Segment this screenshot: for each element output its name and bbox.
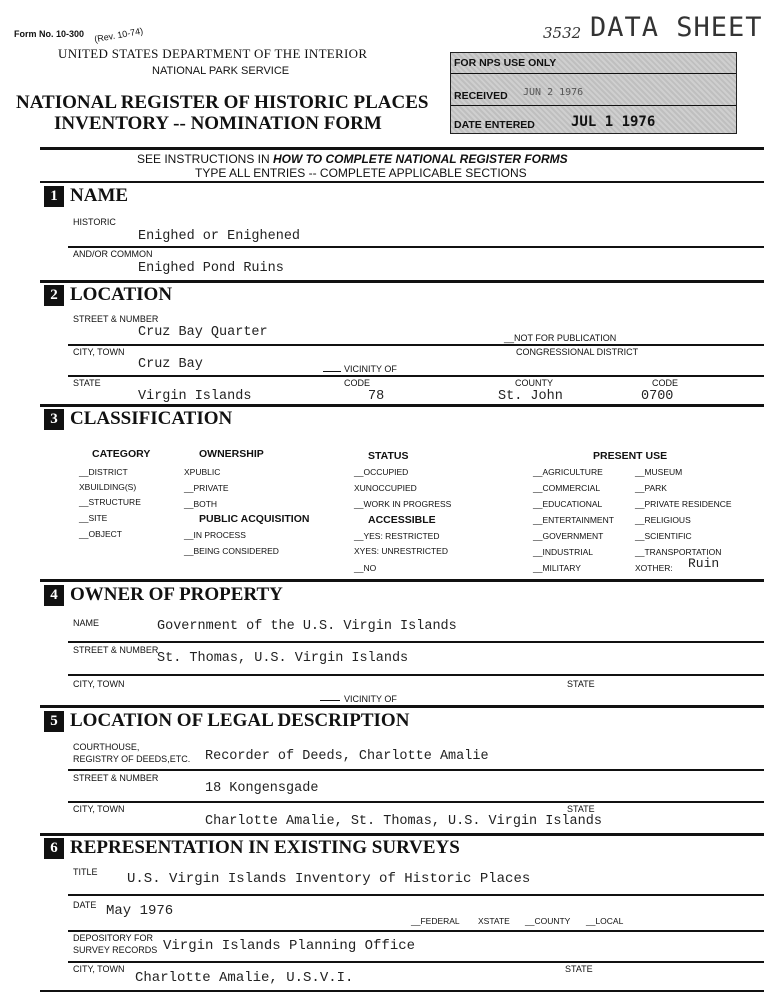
common-label: AND/OR COMMON	[73, 249, 153, 259]
registry-label: REGISTRY OF DEEDS,ETC.	[73, 754, 191, 764]
survey-title-label: TITLE	[73, 867, 98, 877]
category-heading: CATEGORY	[92, 448, 151, 460]
present-use-option[interactable]: XOTHER:	[635, 563, 673, 573]
congressional-district-label: CONGRESSIONAL DISTRICT	[516, 347, 639, 357]
received-label: RECEIVED	[454, 90, 508, 102]
present-use-option[interactable]: __EDUCATIONAL	[533, 499, 603, 509]
present-use-option[interactable]: __MUSEUM	[635, 467, 683, 477]
instructions-reference: HOW TO COMPLETE NATIONAL REGISTER FORMS	[273, 152, 568, 166]
status-heading: STATUS	[368, 450, 409, 462]
county-code-label: CODE	[652, 378, 679, 388]
present-use-option[interactable]: __COMMERCIAL	[533, 483, 601, 493]
date-entered-label: DATE ENTERED	[454, 119, 535, 131]
ownership-heading: OWNERSHIP	[199, 448, 264, 460]
owner-name-label: NAME	[73, 618, 100, 628]
handwritten-number: 3532	[543, 24, 582, 42]
present-use-option[interactable]: __TRANSPORTATION	[635, 547, 722, 557]
legal-state-label: STATE	[567, 804, 595, 814]
owner-vicinity-label: VICINITY OF	[344, 694, 397, 704]
category-option[interactable]: XBUILDING(S)	[79, 482, 137, 492]
survey-records-label: SURVEY RECORDS	[73, 945, 158, 955]
section-number-6: 6	[44, 838, 64, 859]
owner-street-label: STREET & NUMBER	[73, 645, 159, 655]
service-name: NATIONAL PARK SERVICE	[152, 65, 290, 77]
survey-city-value: Charlotte Amalie, U.S.V.I.	[135, 970, 354, 986]
section-title-location: LOCATION	[70, 284, 173, 305]
accessible-option[interactable]: __YES: RESTRICTED	[354, 531, 440, 541]
present-use-heading: PRESENT USE	[593, 450, 668, 462]
owner-street-value: St. Thomas, U.S. Virgin Islands	[157, 651, 409, 666]
category-option[interactable]: __STRUCTURE	[79, 497, 141, 507]
legal-city-label: CITY, TOWN	[73, 804, 125, 814]
category-option[interactable]: __OBJECT	[79, 529, 122, 539]
survey-local-option[interactable]: __LOCAL	[586, 916, 624, 926]
survey-state-option[interactable]: XSTATE	[478, 916, 510, 926]
acquisition-option[interactable]: __IN PROCESS	[184, 530, 246, 540]
county-value: St. John	[498, 389, 563, 404]
present-use-option[interactable]: __PARK	[635, 483, 667, 493]
state-code-value: 78	[368, 389, 385, 404]
survey-federal-option[interactable]: __FEDERAL	[411, 916, 460, 926]
owner-city-label: CITY, TOWN	[73, 679, 125, 689]
courthouse-label: COURTHOUSE,	[73, 742, 140, 752]
present-use-option[interactable]: __SCIENTIFIC	[635, 531, 692, 541]
accessible-heading: ACCESSIBLE	[368, 514, 436, 526]
status-option[interactable]: __OCCUPIED	[354, 467, 409, 477]
state-value: Virgin Islands	[138, 389, 252, 404]
category-option[interactable]: __SITE	[79, 513, 108, 523]
present-use-option[interactable]: __ENTERTAINMENT	[533, 515, 614, 525]
historic-value: Enighed or Enighened	[138, 229, 301, 244]
ownership-option[interactable]: XPUBLIC	[184, 467, 221, 477]
county-label: COUNTY	[515, 378, 553, 388]
code-label: CODE	[344, 378, 371, 388]
department-name: UNITED STATES DEPARTMENT OF THE INTERIOR	[58, 46, 368, 61]
survey-date-label: DATE	[73, 900, 97, 910]
instructions-prefix: SEE INSTRUCTIONS IN	[137, 152, 274, 166]
section-title-owner: OWNER OF PROPERTY	[70, 584, 283, 605]
form-title-line2: INVENTORY -- NOMINATION FORM	[54, 113, 382, 134]
received-stamp: JUN 2 1976	[523, 87, 584, 98]
present-use-option[interactable]: __AGRICULTURE	[533, 467, 603, 477]
survey-city-label: CITY, TOWN	[73, 964, 125, 974]
other-use-value: Ruin	[688, 556, 720, 571]
present-use-option[interactable]: __INDUSTRIAL	[533, 547, 593, 557]
form-number: Form No. 10-300	[14, 29, 85, 39]
accessible-option[interactable]: XYES: UNRESTRICTED	[354, 546, 448, 556]
section-number-2: 2	[44, 285, 64, 306]
present-use-option[interactable]: __MILITARY	[533, 563, 581, 573]
not-for-publication: __NOT FOR PUBLICATION	[504, 333, 617, 343]
instructions-line1	[137, 152, 568, 166]
legal-street-value: 18 Kongensgade	[205, 781, 319, 796]
section-number-5: 5	[44, 711, 64, 732]
present-use-option[interactable]: __RELIGIOUS	[635, 515, 691, 525]
form-title-line1: NATIONAL REGISTER OF HISTORIC PLACES	[16, 92, 429, 113]
street-label: STREET & NUMBER	[73, 314, 159, 324]
data-sheet-stamp: DATA SHEET	[590, 12, 763, 43]
category-option[interactable]: __DISTRICT	[79, 467, 128, 477]
street-value: Cruz Bay Quarter	[138, 325, 268, 340]
section-title-surveys: REPRESENTATION IN EXISTING SURVEYS	[70, 837, 460, 858]
present-use-option[interactable]: __PRIVATE RESIDENCE	[635, 499, 732, 509]
status-option[interactable]: __WORK IN PROGRESS	[354, 499, 452, 509]
section-title-legal-description: LOCATION OF LEGAL DESCRIPTION	[70, 710, 410, 731]
state-label: STATE	[73, 378, 101, 388]
nps-use-box	[450, 52, 737, 134]
section-title-classification: CLASSIFICATION	[70, 408, 233, 429]
section-title-name: NAME	[70, 185, 129, 206]
common-value: Enighed Pond Ruins	[138, 261, 284, 276]
instructions-line2: TYPE ALL ENTRIES -- COMPLETE APPLICABLE SECTIONS	[195, 166, 527, 180]
survey-date-value: May 1976	[106, 903, 174, 919]
legal-street-label: STREET & NUMBER	[73, 773, 159, 783]
survey-state-label: STATE	[565, 964, 593, 974]
courthouse-value: Recorder of Deeds, Charlotte Amalie	[205, 749, 489, 764]
survey-county-option[interactable]: __COUNTY	[525, 916, 571, 926]
nps-box-header: FOR NPS USE ONLY	[454, 57, 557, 69]
section-number-4: 4	[44, 585, 64, 606]
present-use-option[interactable]: __GOVERNMENT	[533, 531, 604, 541]
historic-label: HISTORIC	[73, 217, 116, 227]
section-number-3: 3	[44, 409, 64, 430]
city-label: CITY, TOWN	[73, 347, 125, 357]
section-number-1: 1	[44, 186, 64, 207]
county-code-value: 0700	[641, 389, 674, 404]
acquisition-option[interactable]: __BEING CONSIDERED	[184, 546, 279, 556]
date-entered-stamp: JUL 1 1976	[571, 114, 656, 130]
depository-value: Virgin Islands Planning Office	[163, 938, 416, 954]
owner-state-label: STATE	[567, 679, 595, 689]
form-revision: (Rev. 10-74)	[93, 25, 144, 45]
owner-name-value: Government of the U.S. Virgin Islands	[157, 619, 457, 634]
legal-city-value: Charlotte Amalie, St. Thomas, U.S. Virgin Islands	[205, 814, 602, 829]
city-value: Cruz Bay	[138, 357, 203, 372]
accessible-option[interactable]: __NO	[354, 563, 377, 573]
ownership-option[interactable]: __PRIVATE	[184, 483, 229, 493]
survey-title-value: U.S. Virgin Islands Inventory of Historic Places	[127, 871, 531, 887]
public-acquisition-heading: PUBLIC ACQUISITION	[199, 513, 310, 525]
status-option[interactable]: XUNOCCUPIED	[354, 483, 417, 493]
ownership-option[interactable]: __BOTH	[184, 499, 218, 509]
vicinity-label: VICINITY OF	[344, 364, 397, 374]
depository-label: DEPOSITORY FOR	[73, 933, 154, 943]
